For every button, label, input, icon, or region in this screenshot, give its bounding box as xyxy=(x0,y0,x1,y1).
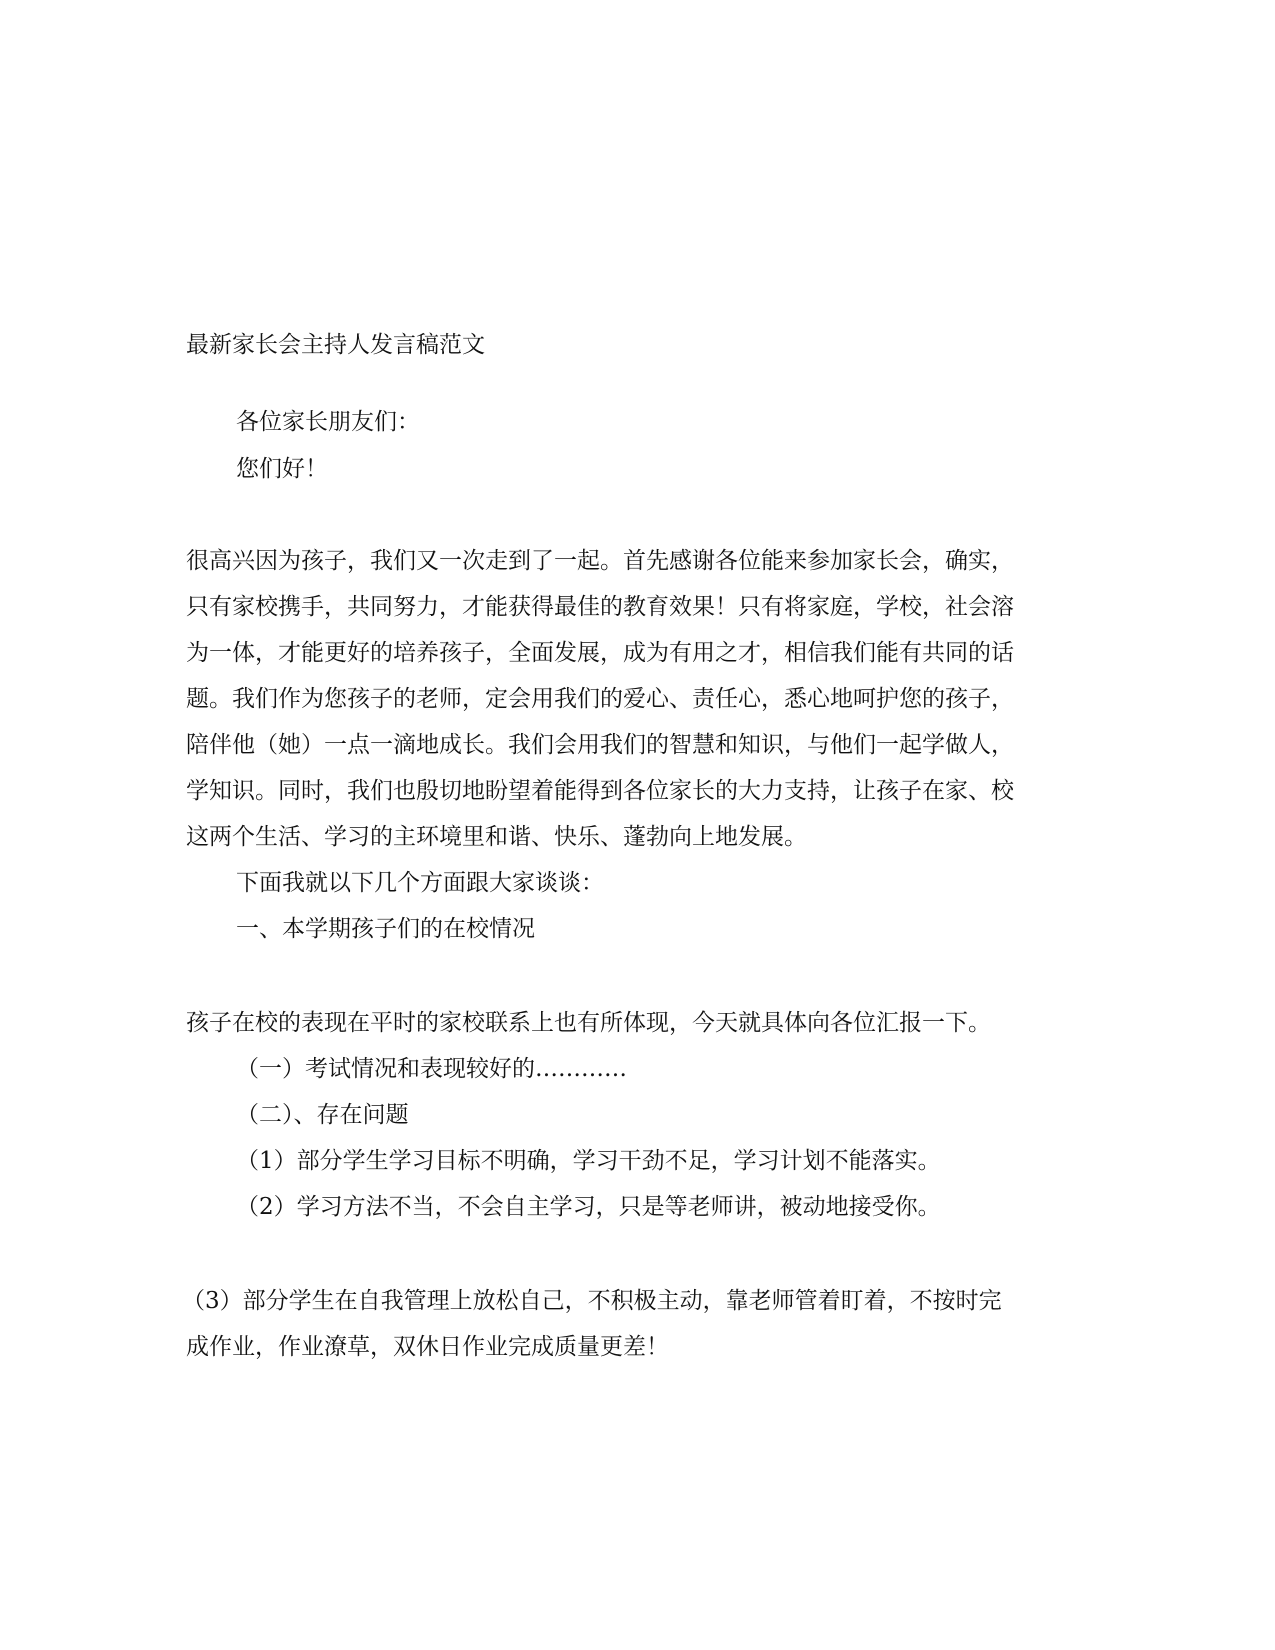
subsection-1: （一）考试情况和表现较好的………… xyxy=(236,1056,627,1082)
document-title: 最新家长会主持人发言稿范文 xyxy=(186,332,485,358)
paragraph1-line: 陪伴他（她）一点一滴地成长。我们会用我们的智慧和知识，与他们一起学做人， xyxy=(186,732,1014,758)
paragraph1-line: 为一体，才能更好的培养孩子，全面发展，成为有用之才，相信我们能有共同的话 xyxy=(186,640,1014,666)
problem-item-3-line: （3）部分学生在自我管理上放松自己，不积极主动，靠老师管着盯着，不按时完 xyxy=(182,1288,1002,1314)
paragraph1-line: 只有家校携手，共同努力，才能获得最佳的教育效果！只有将家庭，学校，社会溶 xyxy=(186,594,1014,620)
paragraph1-line: 题。我们作为您孩子的老师，定会用我们的爱心、责任心，悉心地呵护您的孩子， xyxy=(186,686,1014,712)
paragraph1-line: 学知识。同时，我们也殷切地盼望着能得到各位家长的大力支持，让孩子在家、校 xyxy=(186,778,1014,804)
section1-text: 孩子在校的表现在平时的家校联系上也有所体现，今天就具体向各位汇报一下。 xyxy=(186,1010,991,1036)
section1-heading: 一、本学期孩子们的在校情况 xyxy=(236,916,535,942)
problem-item-3-line: 成作业，作业潦草，双休日作业完成质量更差！ xyxy=(186,1334,669,1360)
paragraph1-line: 这两个生活、学习的主环境里和谐、快乐、蓬勃向上地发展。 xyxy=(186,824,807,850)
problem-item-1: （1）部分学生学习目标不明确，学习干劲不足，学习计划不能落实。 xyxy=(236,1148,941,1174)
paragraph1-line: 很高兴因为孩子，我们又一次走到了一起。首先感谢各位能来参加家长会，确实， xyxy=(186,548,1014,574)
problem-item-2: （2）学习方法不当，不会自主学习，只是等老师讲，被动地接受你。 xyxy=(236,1194,941,1220)
greeting: 您们好！ xyxy=(236,456,328,482)
salutation: 各位家长朋友们： xyxy=(236,409,420,435)
intro-text: 下面我就以下几个方面跟大家谈谈： xyxy=(236,870,604,896)
subsection-2: （二）、存在问题 xyxy=(236,1102,409,1128)
